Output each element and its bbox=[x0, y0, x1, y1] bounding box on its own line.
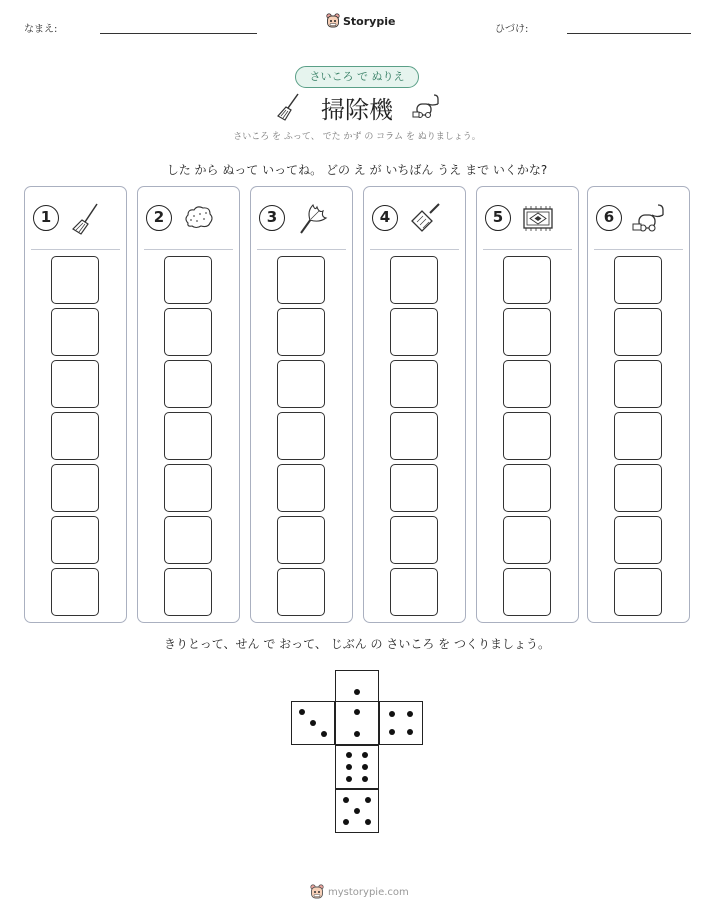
die-pip bbox=[346, 776, 352, 782]
activity-badge: さいころ で ぬりえ bbox=[295, 66, 419, 88]
column-divider bbox=[31, 249, 120, 250]
color-cell[interactable] bbox=[277, 360, 325, 408]
color-cell[interactable] bbox=[390, 360, 438, 408]
dustpan-icon bbox=[408, 201, 442, 235]
column-divider bbox=[370, 249, 459, 250]
die-pip bbox=[362, 764, 368, 770]
vacuum-cleaner-icon bbox=[632, 201, 666, 235]
die-pip bbox=[354, 731, 360, 737]
die-pip bbox=[407, 711, 413, 717]
date-label: ひづけ: bbox=[495, 24, 529, 35]
instruction: した から ぬって いってね。 どの え が いちばん うえ まで いくかな? bbox=[166, 163, 548, 177]
color-cell[interactable] bbox=[164, 360, 212, 408]
color-cell[interactable] bbox=[277, 464, 325, 512]
column-4 bbox=[363, 186, 466, 623]
column-divider bbox=[144, 249, 233, 250]
column-5 bbox=[476, 186, 579, 623]
color-cell[interactable] bbox=[390, 464, 438, 512]
column-divider bbox=[257, 249, 346, 250]
column-number: 5 bbox=[485, 205, 511, 231]
color-cell[interactable] bbox=[503, 464, 551, 512]
color-cell[interactable] bbox=[164, 568, 212, 616]
color-cell[interactable] bbox=[51, 464, 99, 512]
name-label: なまえ: bbox=[24, 24, 58, 35]
color-cell[interactable] bbox=[614, 360, 662, 408]
color-cell[interactable] bbox=[51, 256, 99, 304]
color-cell[interactable] bbox=[614, 568, 662, 616]
cut-instruction: きりとって、せん で おって、 じぶん の さいころ を つくりましょう。 bbox=[164, 637, 550, 651]
footer-url[interactable]: mystorypie.com bbox=[328, 886, 409, 898]
color-cell[interactable] bbox=[390, 412, 438, 460]
color-cell[interactable] bbox=[614, 412, 662, 460]
color-cell[interactable] bbox=[51, 412, 99, 460]
color-cell[interactable] bbox=[164, 256, 212, 304]
brand-name: Storypie bbox=[343, 14, 396, 28]
die-pip bbox=[362, 752, 368, 758]
color-cell[interactable] bbox=[614, 516, 662, 564]
color-cell[interactable] bbox=[164, 412, 212, 460]
vacuum-cleaner-icon bbox=[412, 92, 440, 120]
column-divider bbox=[483, 249, 572, 250]
die-pip bbox=[343, 797, 349, 803]
column-number: 3 bbox=[259, 205, 285, 231]
color-cell[interactable] bbox=[503, 516, 551, 564]
dust-cloud-icon bbox=[182, 201, 216, 235]
color-cell[interactable] bbox=[51, 568, 99, 616]
column-number: 4 bbox=[372, 205, 398, 231]
color-cell[interactable] bbox=[390, 568, 438, 616]
column-6 bbox=[587, 186, 690, 623]
color-cell[interactable] bbox=[614, 256, 662, 304]
color-cell[interactable] bbox=[390, 516, 438, 564]
color-cell[interactable] bbox=[277, 308, 325, 356]
die-face-4 bbox=[379, 701, 423, 745]
die-pip bbox=[365, 819, 371, 825]
die-pip bbox=[354, 808, 360, 814]
color-cell[interactable] bbox=[503, 568, 551, 616]
feather-duster-icon bbox=[295, 201, 329, 235]
rug-icon bbox=[521, 201, 555, 235]
die-face-3 bbox=[291, 701, 335, 745]
die-face-2 bbox=[335, 701, 379, 745]
color-cell[interactable] bbox=[51, 516, 99, 564]
name-line[interactable] bbox=[100, 33, 257, 34]
color-cell[interactable] bbox=[503, 256, 551, 304]
color-cell[interactable] bbox=[164, 464, 212, 512]
dice-columns bbox=[24, 186, 690, 623]
color-cell[interactable] bbox=[503, 308, 551, 356]
die-pip bbox=[389, 729, 395, 735]
color-cell[interactable] bbox=[277, 412, 325, 460]
color-cell[interactable] bbox=[503, 360, 551, 408]
die-pip bbox=[346, 764, 352, 770]
column-3 bbox=[250, 186, 353, 623]
die-pip bbox=[389, 711, 395, 717]
die-pip bbox=[321, 731, 327, 737]
die-pip bbox=[362, 776, 368, 782]
subtitle: さいころ を ふって、 でた かず の コラム を ぬりましょう。 bbox=[233, 132, 481, 142]
date-line[interactable] bbox=[567, 33, 691, 34]
column-divider bbox=[594, 249, 683, 250]
die-face-6 bbox=[335, 745, 379, 789]
color-cell[interactable] bbox=[51, 308, 99, 356]
die-pip bbox=[354, 689, 360, 695]
column-1 bbox=[24, 186, 127, 623]
column-number: 6 bbox=[596, 205, 622, 231]
brand-logo bbox=[326, 13, 395, 29]
color-cell[interactable] bbox=[277, 516, 325, 564]
color-cell[interactable] bbox=[390, 256, 438, 304]
color-cell[interactable] bbox=[277, 256, 325, 304]
die-pip bbox=[365, 797, 371, 803]
color-cell[interactable] bbox=[164, 308, 212, 356]
broom-icon bbox=[69, 201, 103, 235]
column-2 bbox=[137, 186, 240, 623]
footer bbox=[310, 884, 409, 900]
page-title: 掃除機 bbox=[321, 96, 393, 124]
color-cell[interactable] bbox=[51, 360, 99, 408]
column-number: 2 bbox=[146, 205, 172, 231]
color-cell[interactable] bbox=[164, 516, 212, 564]
color-cell[interactable] bbox=[390, 308, 438, 356]
color-cell[interactable] bbox=[614, 308, 662, 356]
die-pip bbox=[346, 752, 352, 758]
die-pip bbox=[354, 709, 360, 715]
color-cell[interactable] bbox=[277, 568, 325, 616]
die-pip bbox=[299, 709, 305, 715]
die-pip bbox=[407, 729, 413, 735]
color-cell[interactable] bbox=[614, 464, 662, 512]
die-pip bbox=[310, 720, 316, 726]
color-cell[interactable] bbox=[503, 412, 551, 460]
storypie-mascot-icon bbox=[326, 13, 340, 29]
column-number: 1 bbox=[33, 205, 59, 231]
die-face-5 bbox=[335, 789, 379, 833]
storypie-mascot-icon bbox=[310, 884, 324, 900]
die-pip bbox=[343, 819, 349, 825]
